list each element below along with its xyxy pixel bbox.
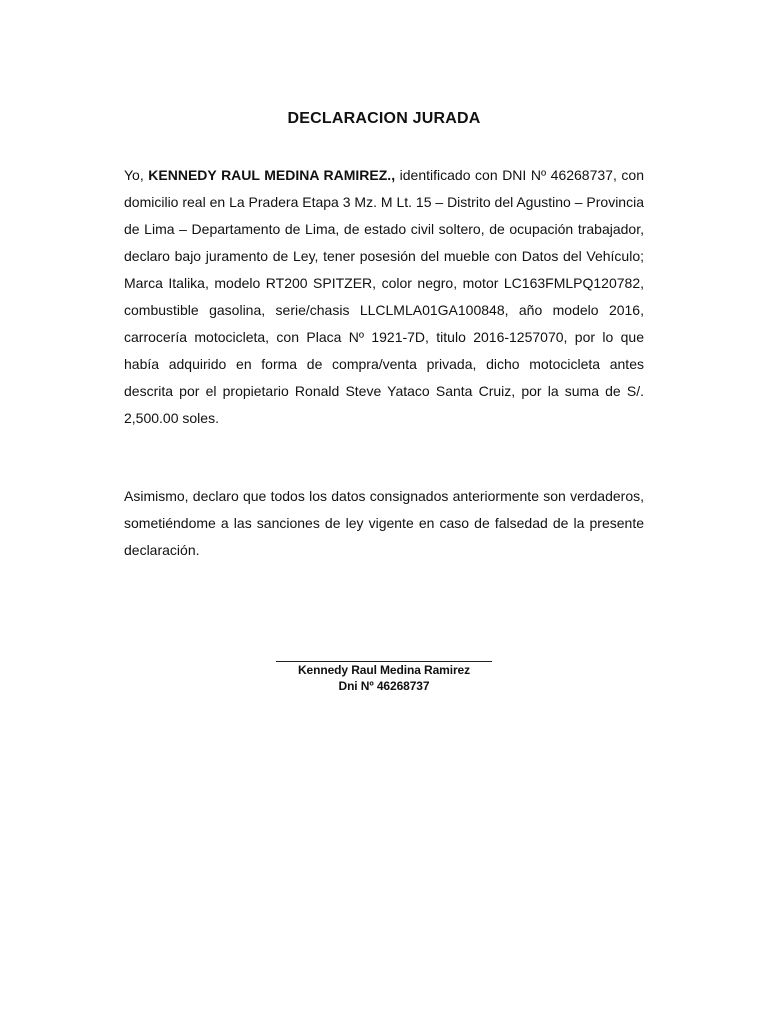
paragraph-body: identificado con DNI Nº 46268737, con domicilio real en La Pradera Etapa 3 Mz. M Lt. 15 – Distrito del Agustino – Provincia de Lima – Departamento de Lima, de estado civil soltero, de ocupación trabajador, declaro bajo juramento de Ley, tener posesión del mueble con Datos del Vehículo; Marca Italika, modelo RT200 SPITZER, color negro, motor LC163FMLPQ120782, combustible gasolina, serie/chasis LLCLMLA01GA100848, año modelo 2016, carrocería motocicleta, con Placa Nº 1921-7D, titulo 2016-1257070, por lo que había adquirido en forma de compra/venta privada, dicho motocicleta antes descrita por el propietario Ronald Steve Yataco Santa Cruiz, por la suma de S/. 2,500.00 soles. <box>124 167 644 426</box>
signature-line <box>276 661 492 662</box>
affirmation-paragraph: Asimismo, declaro que todos los datos consignados anteriormente son verdaderos, sometiéndome a las sanciones de ley vigente en caso de falsedad de la presente declaración. <box>124 488 644 558</box>
declaration-paragraph <box>124 162 644 432</box>
declarant-name: KENNEDY RAUL MEDINA RAMIREZ., <box>148 167 396 183</box>
signature-dni: Dni Nº 46268737 <box>338 679 430 693</box>
signature-name: Kennedy Raul Medina Ramirez <box>297 663 470 677</box>
document-title: DECLARACION JURADA <box>287 110 481 127</box>
paragraph-lead: Yo, <box>124 167 149 183</box>
